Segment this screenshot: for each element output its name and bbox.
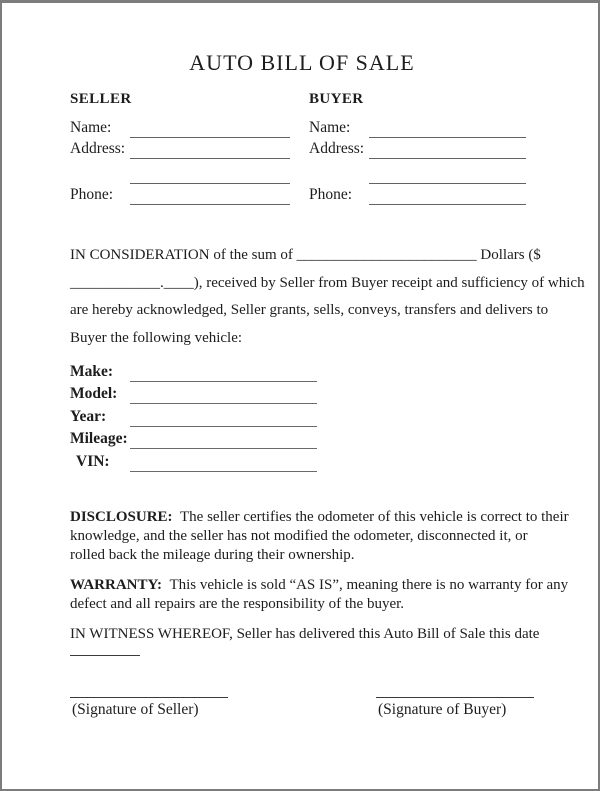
buyer-address-row bbox=[309, 138, 526, 159]
seller-name-blank-line bbox=[130, 117, 290, 138]
witness-paragraph bbox=[70, 625, 540, 656]
seller-phone-blank-line bbox=[130, 184, 290, 205]
consideration-line-2: ____________.____), received by Seller from Buyer receipt and sufficiency of which bbox=[70, 274, 585, 291]
warranty-label: WARRANTY: bbox=[70, 577, 162, 594]
signatures-section bbox=[70, 697, 534, 719]
buyer-phone-row bbox=[309, 184, 526, 205]
seller-signature-block bbox=[70, 697, 228, 719]
vin-row bbox=[70, 449, 534, 472]
year-row bbox=[70, 404, 534, 427]
seller-address-label: Address: bbox=[70, 140, 126, 157]
seller-block bbox=[70, 91, 290, 205]
buyer-phone-label: Phone: bbox=[309, 186, 353, 203]
consideration-paragraph bbox=[70, 242, 585, 352]
date-blank-line bbox=[70, 644, 140, 656]
buyer-address-row-2 bbox=[309, 163, 526, 184]
document-title: AUTO BILL OF SALE bbox=[189, 50, 415, 75]
buyer-phone-blank-line bbox=[369, 184, 526, 205]
make-label: Make: bbox=[70, 362, 114, 380]
buyer-name-row bbox=[309, 117, 526, 138]
model-row bbox=[70, 382, 534, 405]
model-blank-line bbox=[130, 382, 317, 405]
consideration-line-1: IN CONSIDERATION of the sum of ________________________ Dollars ($ bbox=[70, 247, 541, 263]
amount-in-words-blank: ________________________ bbox=[296, 247, 477, 263]
mileage-label: Mileage: bbox=[70, 430, 128, 447]
seller-address-row bbox=[70, 138, 290, 159]
seller-signature-line bbox=[70, 697, 228, 698]
year-label: Year: bbox=[70, 407, 107, 425]
vin-blank-line bbox=[130, 449, 317, 472]
seller-name-label: Name: bbox=[70, 119, 112, 136]
consideration-line-4: Buyer the following vehicle: bbox=[70, 329, 243, 346]
vin-label: VIN: bbox=[76, 452, 110, 470]
model-label: Model: bbox=[70, 385, 118, 402]
vehicle-details-section bbox=[70, 359, 534, 472]
seller-address-row-2 bbox=[70, 163, 290, 184]
seller-name-row bbox=[70, 117, 290, 138]
consideration-line-3: are hereby acknowledged, Seller grants, sells, conveys, transfers and delivers to bbox=[70, 302, 549, 318]
buyer-name-label: Name: bbox=[309, 119, 351, 136]
buyer-signature-block bbox=[376, 697, 534, 719]
seller-address-blank-line bbox=[130, 138, 290, 159]
warranty-paragraph: WARRANTY: This vehicle is sold “AS IS”, meaning there is no warranty for any defect and all repairs are the responsibility of the buyer. bbox=[70, 577, 569, 613]
seller-address-blank-line-2 bbox=[130, 163, 290, 184]
parties-section bbox=[70, 91, 534, 205]
buyer-address-blank-line-2 bbox=[369, 163, 526, 184]
seller-phone-row bbox=[70, 184, 290, 205]
seller-phone-label: Phone: bbox=[70, 186, 114, 203]
witness-line: IN WITNESS WHEREOF, Seller has delivered this Auto Bill of Sale this date bbox=[70, 625, 540, 642]
disclosure-paragraph: DISCLOSURE: The seller certifies the odometer of this vehicle is correct to their knowledge, and the seller has not modified the odometer, disconnected it, or rolled back the mileage during their ownership. bbox=[70, 508, 569, 563]
year-blank-line bbox=[130, 404, 317, 427]
seller-heading: SELLER bbox=[70, 91, 132, 107]
buyer-signature-caption: (Signature of Buyer) bbox=[378, 700, 507, 718]
buyer-name-blank-line bbox=[369, 117, 526, 138]
seller-signature-caption: (Signature of Seller) bbox=[72, 700, 199, 718]
make-blank-line bbox=[130, 359, 317, 382]
mileage-blank-line bbox=[130, 427, 317, 450]
buyer-heading: BUYER bbox=[309, 91, 364, 107]
buyer-address-blank-line bbox=[369, 138, 526, 159]
mileage-row bbox=[70, 427, 534, 450]
make-row bbox=[70, 359, 534, 382]
disclosure-label: DISCLOSURE: bbox=[70, 508, 173, 525]
buyer-address-label: Address: bbox=[309, 140, 365, 157]
buyer-block bbox=[309, 91, 526, 205]
buyer-signature-line bbox=[376, 697, 534, 698]
